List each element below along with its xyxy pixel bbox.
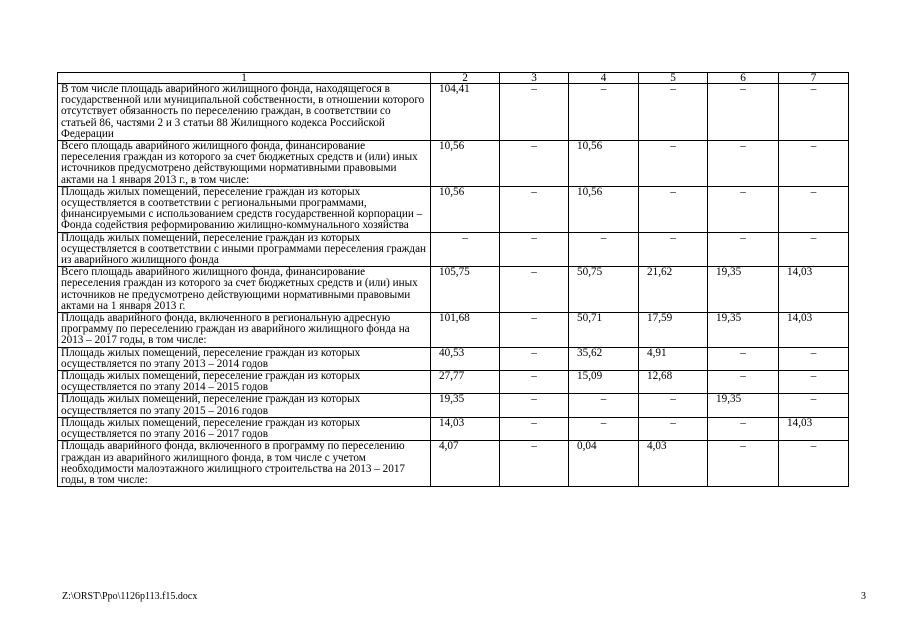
value-cell-col-2: 101,68 [431,313,500,348]
value-cell-col-7: – [779,347,849,370]
value-cell-col-6: – [708,186,779,232]
value-cell-col-7: – [779,371,849,394]
value-cell-col-5: 4,91 [639,347,708,370]
row-label-cell: Всего площадь аварийного жилищного фонда, финансирование переселения граждан из которого за счет бюджетных средств и (или) иных источников не предусмотрено действующими нормативными правовыми актами на 1 января 2013 г. [58,267,431,313]
value-cell-col-6: – [708,141,779,187]
table-row [58,313,849,348]
value-cell-col-4: – [569,394,639,417]
value-cell-col-7: 14,03 [779,267,849,313]
value-cell-col-2: 10,56 [431,141,500,187]
value-cell-col-2: 19,35 [431,394,500,417]
header-row [58,73,849,84]
table-row [58,394,849,417]
value-cell-col-6: – [708,441,779,487]
value-cell-col-7: – [779,186,849,232]
value-cell-col-2: 104,41 [431,84,500,141]
value-cell-col-2: 40,53 [431,347,500,370]
column-header-3: 3 [500,73,569,84]
data-table [57,72,849,487]
value-cell-col-2: 4,07 [431,441,500,487]
table-row [58,347,849,370]
value-cell-col-6: – [708,232,779,267]
value-cell-col-7: – [779,141,849,187]
value-cell-col-5: – [639,394,708,417]
value-cell-col-5: 4,03 [639,441,708,487]
table-row [58,232,849,267]
row-label-cell: Площадь аварийного фонда, включенного в региональную адресную программу по переселению граждан из аварийного жилищного фонда на 2013 – 2017 годы, в том числе: [58,313,431,348]
value-cell-col-4: – [569,232,639,267]
value-cell-col-7: – [779,232,849,267]
value-cell-col-4: 10,56 [569,141,639,187]
value-cell-col-7: 14,03 [779,313,849,348]
value-cell-col-3: – [500,186,569,232]
value-cell-col-6: 19,35 [708,267,779,313]
value-cell-col-6: 19,35 [708,313,779,348]
value-cell-col-3: – [500,232,569,267]
row-label-cell: Площадь жилых помещений, переселение граждан из которых осуществляется в соответствии с региональными программами, финансируемыми с использованием средств государственной корпорации – Фонда содействия реформированию жилищно-коммунального хозяйства [58,186,431,232]
row-label-cell: Площадь жилых помещений, переселение граждан из которых осуществляется по этапу 2013 – 2014 годов [58,347,431,370]
row-label-cell: Площадь жилых помещений, переселение граждан из которых осуществляется в соответствии с иными программами переселения граждан из аварийного жилищного фонда [58,232,431,267]
value-cell-col-4: 50,71 [569,313,639,348]
table-row [58,371,849,394]
value-cell-col-4: 15,09 [569,371,639,394]
value-cell-col-7: – [779,394,849,417]
column-header-7: 7 [779,73,849,84]
value-cell-col-6: 19,35 [708,394,779,417]
value-cell-col-7: – [779,84,849,141]
value-cell-col-3: – [500,417,569,440]
value-cell-col-4: 50,75 [569,267,639,313]
row-label-cell: В том числе площадь аварийного жилищного фонда, находящегося в государственной или муниципальной собственности, в отношении которого отсутствует обязанность по переселению граждан, в соответствии со статьей 86, частями 2 и 3 статьи 88 Жилищного кодекса Российской Федерации [58,84,431,141]
value-cell-col-3: – [500,394,569,417]
footer-file-path: Z:\ORST\Ppo\1126p113.f15.docx [62,591,198,602]
column-header-5: 5 [639,73,708,84]
value-cell-col-3: – [500,141,569,187]
value-cell-col-6: – [708,371,779,394]
column-header-4: 4 [569,73,639,84]
row-label-cell: Площадь аварийного фонда, включенного в программу по переселению граждан из аварийного жилищного фонда, в том числе с учетом необходимости малоэтажного жилищного строительства на 2013 – 2017 годы, в том числе: [58,441,431,487]
value-cell-col-5: – [639,141,708,187]
value-cell-col-2: 10,56 [431,186,500,232]
value-cell-col-3: – [500,371,569,394]
value-cell-col-4: 0,04 [569,441,639,487]
value-cell-col-3: – [500,347,569,370]
value-cell-col-7: – [779,441,849,487]
value-cell-col-2: – [431,232,500,267]
value-cell-col-3: – [500,84,569,141]
value-cell-col-5: – [639,84,708,141]
column-header-2: 2 [431,73,500,84]
value-cell-col-2: 14,03 [431,417,500,440]
value-cell-col-4: – [569,417,639,440]
value-cell-col-3: – [500,441,569,487]
value-cell-col-6: – [708,84,779,141]
column-header-6: 6 [708,73,779,84]
value-cell-col-2: 27,77 [431,371,500,394]
value-cell-col-5: – [639,417,708,440]
value-cell-col-3: – [500,267,569,313]
value-cell-col-5: 12,68 [639,371,708,394]
table-row [58,441,849,487]
value-cell-col-5: – [639,232,708,267]
value-cell-col-5: 21,62 [639,267,708,313]
value-cell-col-7: 14,03 [779,417,849,440]
table-row [58,84,849,141]
row-label-cell: Площадь жилых помещений, переселение граждан из которых осуществляется по этапу 2014 – 2015 годов [58,371,431,394]
value-cell-col-3: – [500,313,569,348]
column-header-1: 1 [58,73,431,84]
value-cell-col-5: 17,59 [639,313,708,348]
value-cell-col-6: – [708,347,779,370]
table-row [58,186,849,232]
row-label-cell: Площадь жилых помещений, переселение граждан из которых осуществляется по этапу 2016 – 2017 годов [58,417,431,440]
row-label-cell: Площадь жилых помещений, переселение граждан из которых осуществляется по этапу 2015 – 2016 годов [58,394,431,417]
table-row [58,267,849,313]
row-label-cell: Всего площадь аварийного жилищного фонда, финансирование переселения граждан из которого за счет бюджетных средств и (или) иных источников предусмотрено действующими нормативными правовыми актами на 1 января 2013 г., в том числе: [58,141,431,187]
value-cell-col-2: 105,75 [431,267,500,313]
value-cell-col-4: 35,62 [569,347,639,370]
value-cell-col-4: 10,56 [569,186,639,232]
value-cell-col-6: – [708,417,779,440]
table-row [58,417,849,440]
footer-page-number: 3 [861,591,866,602]
table-body [58,84,849,487]
value-cell-col-5: – [639,186,708,232]
table-row [58,141,849,187]
value-cell-col-4: – [569,84,639,141]
